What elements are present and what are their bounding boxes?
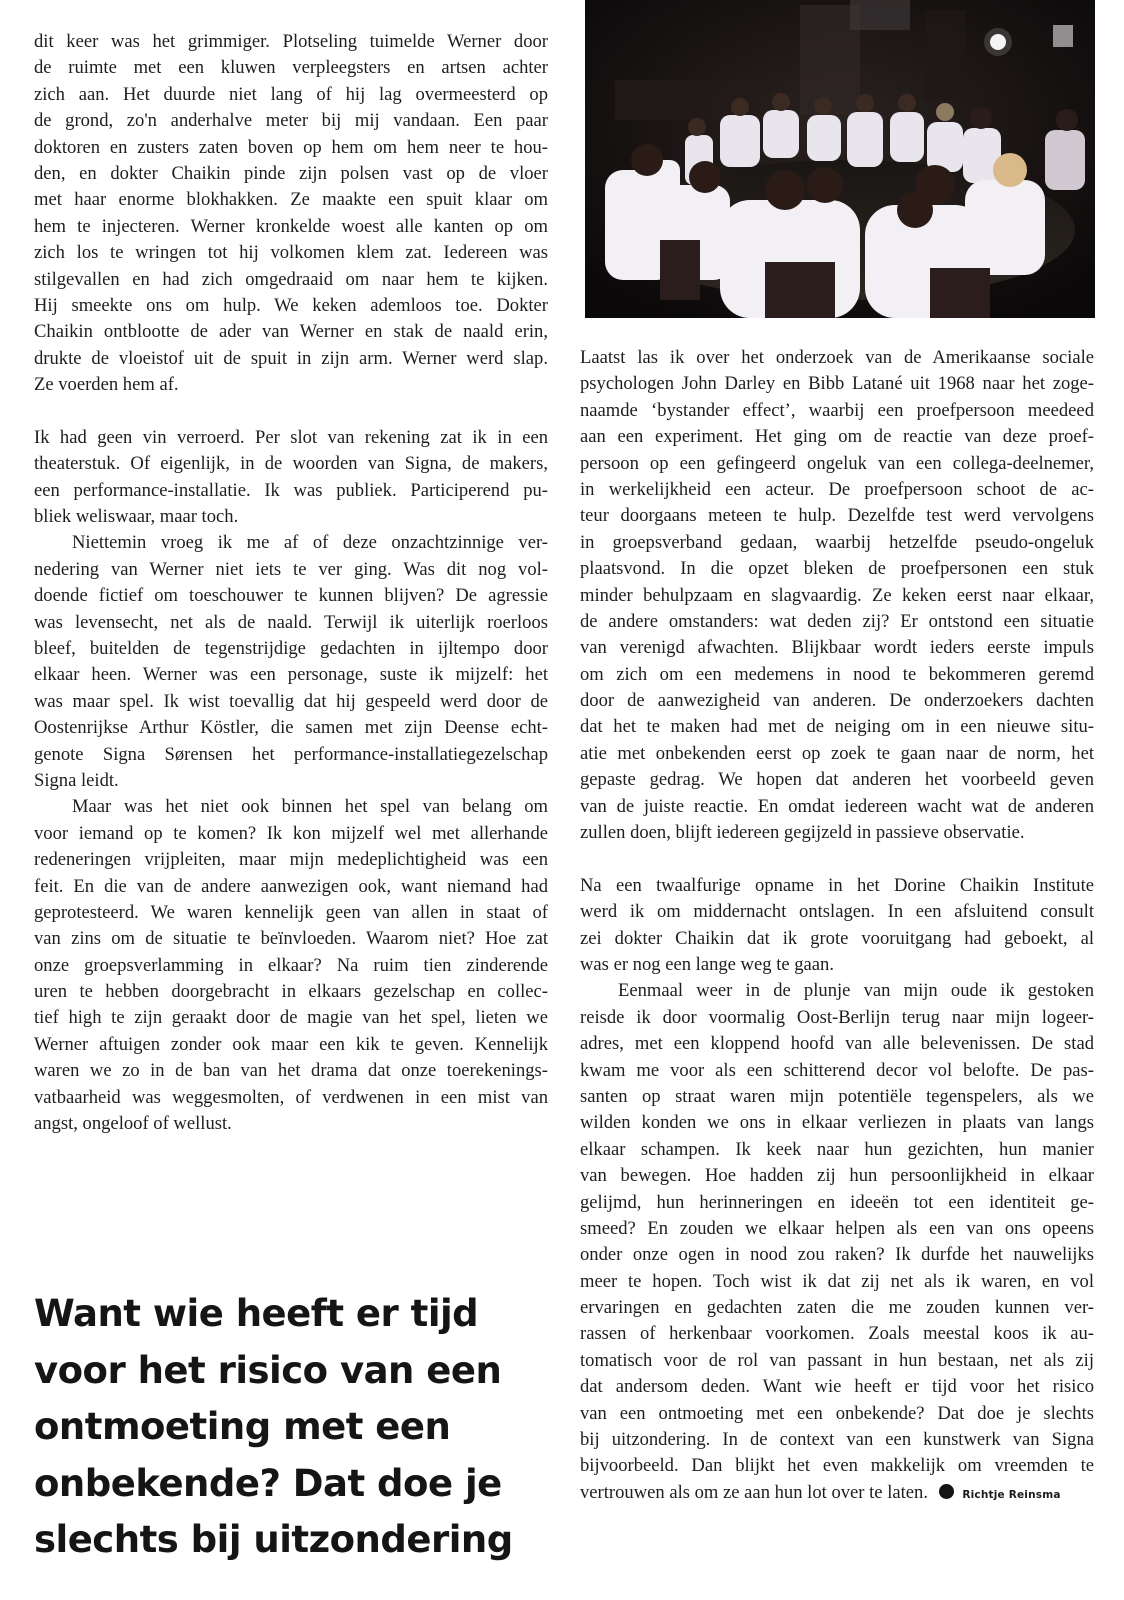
text-line: doktoren en zusters zaten boven op hem om hem neer te hou- (34, 136, 548, 158)
text-line: aan een experiment. Het ging om de reactie van deze proef- (580, 426, 1094, 448)
text-line: genote Signa Sørensen het performance-installatiegezelschap (34, 743, 548, 765)
paragraph-gap (34, 398, 548, 424)
text-line: plaatsvond. In die opzet bleken de proefpersonen een stuk (580, 558, 1094, 580)
text-line: de ruimte met een kluwen verpleegsters en artsen achter (34, 57, 548, 79)
text-line: meer te hopen. Toch wist ik dat zij net als ik waren, en vol (580, 1270, 1094, 1292)
text-line: om zich om een medemens in nood te bekommeren geremd (580, 663, 1094, 685)
pull-quote-line: voor het risico van een (34, 1348, 502, 1392)
text-line: den, en dokter Chaikin pinde zijn polsen vast op de vloer (34, 162, 548, 184)
text-line: vatbaarheid was weggesmolten, of verdwenen in een mist van (34, 1086, 548, 1108)
text-line: wilden konden we ons in elkaar verliezen in plaats van langs (580, 1112, 1094, 1134)
text-line: naamde ‘bystander effect’, waarbij een proefpersoon meedeed (580, 399, 1094, 421)
text-line: nedering van Werner niet iets te ver ging. Was dit nog vol- (34, 558, 548, 580)
text-line: werd ik om middernacht ontslagen. In een afsluitend consult (580, 901, 1094, 923)
text-line: tief high te zijn geraakt door de magie van het spel, lieten we (34, 1007, 548, 1029)
text-line: kwam me voor als een schitterend decor vol belofte. De pas- (580, 1059, 1094, 1081)
text-line: Signa leidt. (34, 769, 119, 791)
text-line: gelijmd, hun herinneringen en ideeën tot een identiteit ge- (580, 1191, 1094, 1213)
text-line: elkaar heen. Werner was een personage, suste ik mijzelf: het (34, 664, 548, 686)
text-line: hem te injecteren. Werner kronkelde woest alle kanten op om (34, 215, 548, 237)
text-line: was levensecht, net als de naald. Terwijl ik uiterlijk roerloos (34, 611, 548, 633)
text-line: theaterstuk. Of eigenlijk, in de woorden van Signa, de makers, (34, 453, 548, 475)
text-line: zich aan. Het duurde niet lang of hij lag overmeesterd op (34, 83, 548, 105)
text-line: ervaringen en gedachten zaten die me zouden kunnen ver- (580, 1297, 1094, 1319)
text-line: dit keer was het grimmiger. Plotseling tuimelde Werner door (34, 31, 548, 52)
text-line: bijvoorbeeld. Dan blijkt het even makkelijk om vreemden te (580, 1455, 1094, 1477)
pull-quote-line: ontmoeting met een (34, 1405, 451, 1448)
paragraph-gap (580, 846, 1094, 872)
text-line: zei dokter Chaikin dat ik grote vooruitgang had geboekt, al (580, 927, 1094, 949)
text-line: atie met onbekenden eerst op zoek te gaan naar de norm, het (580, 742, 1094, 764)
photo-illustration (585, 0, 1095, 318)
text-line: van verenigd afwachten. Blijkbaar wordt ieders eerste impuls (580, 637, 1094, 659)
text-line: van bewegen. Hoe hadden zij hun persoonlijkheid in elkaar (580, 1165, 1094, 1187)
article-column-right (580, 345, 1094, 1506)
text-line: zich los te wringen tot hij volkomen klem zat. Iedereen was (34, 242, 548, 264)
text-line: een performance-installatie. Ik was publiek. Participerend pu- (34, 479, 548, 501)
text-line: van de juiste reactie. En omdat iedereen wacht wat de anderen (580, 795, 1094, 817)
text-line: door de aanwezigheid van anderen. De onderzoekers dachten (580, 690, 1094, 712)
text-line: feit. En die van de andere aanwezigen ook, want niemand had (34, 875, 548, 897)
text-line: was er nog een lange weg te gaan. (580, 953, 835, 975)
text-line: persoon op een gefingeerd ongeluk van een collega-deelnemer, (580, 452, 1094, 474)
pull-quote (34, 1286, 554, 1569)
text-line: angst, ongeloof of wellust. (34, 1113, 232, 1135)
text-line: dat andersom deden. Want wie heeft er tijd voor het risico (580, 1376, 1094, 1398)
final-line (580, 1480, 1094, 1506)
text-line: tomatisch voor de rol van passant in hun bestaan, net als zij (580, 1349, 1094, 1371)
text-line: elkaar schampen. Ik keek naar hun gezichten, hun manier (580, 1138, 1094, 1160)
text-line: voor iemand op te komen? Ik kon mijzelf wel met allerhande (34, 822, 548, 844)
text-line: van zins om de situatie te beïnvloeden. Waarom niet? Hoe zat (34, 928, 548, 950)
text-line: smeed? En zouden we elkaar helpen als een van ons opeens (580, 1217, 1094, 1239)
text-line: Oostenrijkse Arthur Köstler, die samen met zijn Deense echt- (34, 717, 548, 739)
text-line: adres, met een kloppend hoofd van alle belevenissen. De stad (580, 1033, 1094, 1055)
text-line: doende fictief om toeschouwer te kunnen blijven? De agressie (34, 585, 548, 607)
text-line: Niettemin vroeg ik me af of deze onzachtzinnige ver- (72, 532, 548, 554)
text-line: onze groepsverlamming in elkaar? Na ruim tien zinderende (34, 954, 548, 976)
text-line: bij uitzondering. In de context van een kunstwerk van Signa (580, 1429, 1094, 1451)
text-line: Eenmaal weer in de plunje van mijn oude ik gestoken (618, 980, 1094, 1002)
final-line-text: vertrouwen als om ze aan hun lot over te laten. (580, 1481, 928, 1503)
text-line: Hij smeekte ons om hulp. We keken ademloos toe. Dokter (34, 294, 548, 316)
text-line: de grond, zo'n anderhalve meter bij mij vandaan. Een paar (34, 110, 548, 132)
text-line: in groepsverband gedaan, waarbij hetzelfde pseudo-ongeluk (580, 531, 1094, 553)
end-mark-icon (939, 1484, 954, 1499)
text-line: gepaste gedrag. We hopen dat anderen het voorbeeld geven (580, 769, 1094, 791)
text-line: dat het te maken had met de neiging om in een nieuwe situ- (580, 716, 1094, 738)
text-line: teur doorgaans meteen te hulp. Dezelfde test werd vervolgens (580, 505, 1094, 527)
text-line: bleef, buitelden de tegenstrijdige gedachten in ijltempo door (34, 637, 548, 659)
text-line: bliek weliswaar, maar toch. (34, 506, 239, 528)
text-line: stilgevallen en had zich omgedraaid om naar hem te kijken. (34, 268, 548, 290)
text-line: Werner aftuigen zonder ook maar een kik te geven. Kennelijk (34, 1033, 548, 1055)
text-line: redeneringen vrijpleiten, maar mijn medeplichtigheid was een (34, 849, 548, 871)
article-photo (585, 0, 1095, 318)
pull-quote-line: Want wie heeft er tijd (34, 1292, 479, 1335)
text-line: in werkelijkheid een acteur. De proefpersoon schoot de ac- (580, 478, 1094, 500)
text-line: Laatst las ik over het onderzoek van de Amerikaanse sociale (580, 347, 1094, 368)
pull-quote-line: onbekende? Dat doe je (34, 1461, 502, 1505)
text-line: van een ontmoeting met een onbekende? Dat doe je slechts (580, 1402, 1094, 1424)
text-line: minder behulpzaam en slagvaardig. Ze keken eerst naar elkaar, (580, 584, 1094, 606)
text-line: Maar was het niet ook binnen het spel van belang om (72, 796, 548, 818)
text-line: psychologen John Darley en Bibb Latané uit 1968 naar het zoge- (580, 373, 1094, 395)
text-line: onder onze ogen in nood zou raken? Ik durfde het nauwelijks (580, 1244, 1094, 1266)
text-line: reisde ik door voormalig Oost-Berlijn terug naar mijn logeer- (580, 1006, 1094, 1028)
text-line: geprotesteerd. We waren kennelijk geen van allen in staat of (34, 901, 548, 923)
pull-quote-line: slechts bij uitzondering (34, 1518, 513, 1561)
text-line: met haar enorme blokhakken. Ze maakte een spuit klaar om (34, 189, 548, 211)
text-line: de andere omstanders: wat deden zij? Er ontstond een situatie (580, 610, 1094, 632)
text-line: Na een twaalfurige opname in het Dorine Chaikin Institute (580, 874, 1094, 896)
text-line: drukte de vloeistof uit de spuit in zijn arm. Werner werd slap. (34, 347, 548, 369)
text-line: zullen doen, blijft iedereen gegijzeld in passieve observatie. (580, 822, 1025, 844)
text-line: uren te hebben doorgebracht in elkaars gezelschap en collec- (34, 981, 548, 1003)
text-line: Ik had geen vin verroerd. Per slot van rekening zat ik in een (34, 426, 548, 448)
text-line: waren we zo in de ban van het drama dat onze toerekenings- (34, 1060, 548, 1082)
text-line: rassen of herkenbaar voorkomen. Zoals meestal koos ik au- (580, 1323, 1094, 1345)
right-column-lines (580, 345, 1094, 1480)
author-byline: Richtje Reinsma (962, 1488, 1061, 1501)
text-line: Chaikin ontblootte de ader van Werner en stak de naald erin, (34, 321, 548, 343)
article-column-left (34, 29, 548, 1137)
text-line: was maar spel. Ik wist toevallig dat hij gespeeld werd door de (34, 690, 548, 712)
text-line: santen op straat waren mijn potentiële tegenspelers, als we (580, 1085, 1094, 1107)
text-line: Ze voerden hem af. (34, 374, 179, 396)
